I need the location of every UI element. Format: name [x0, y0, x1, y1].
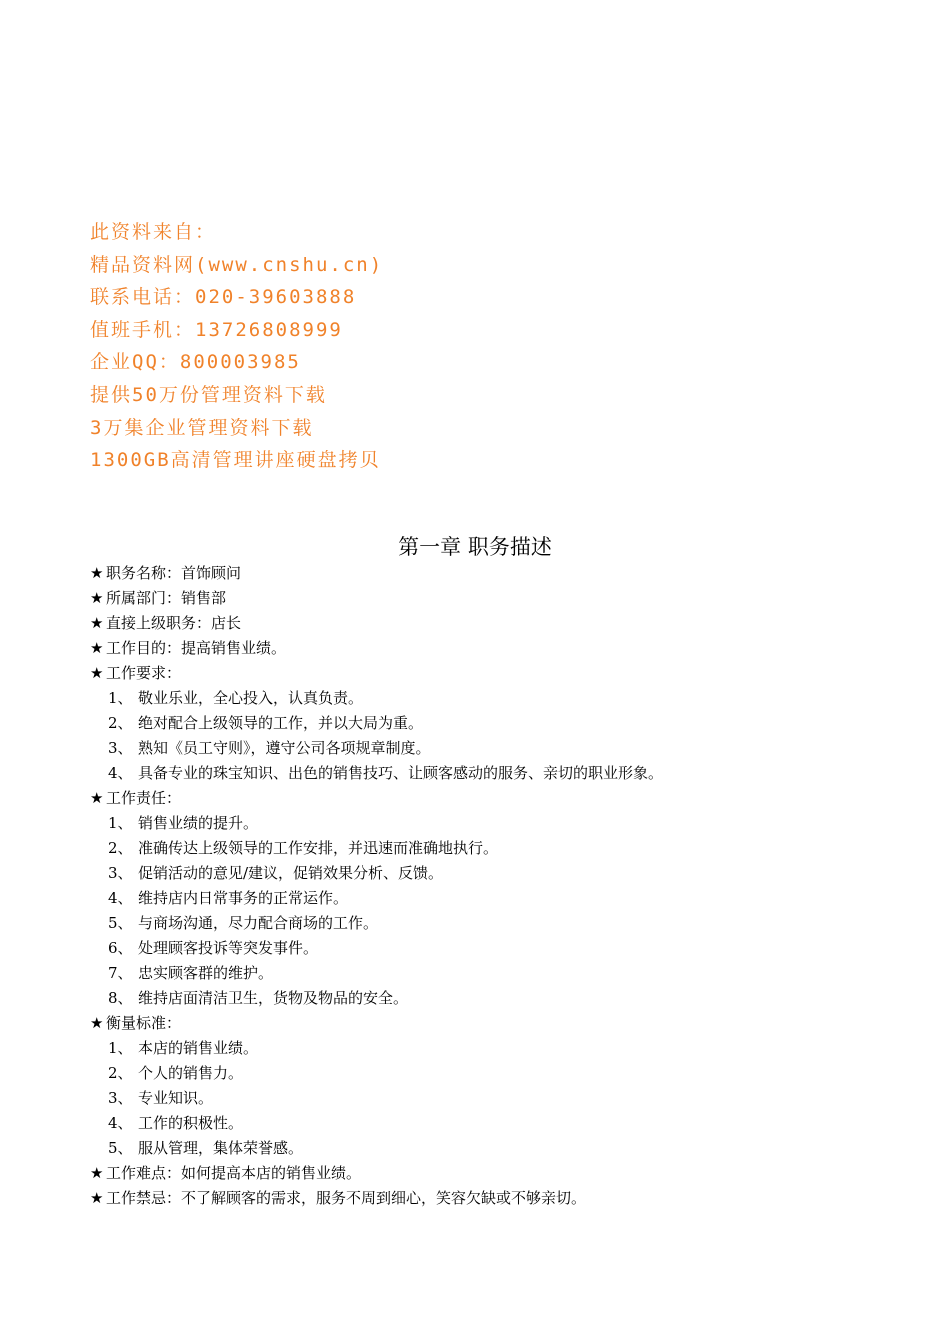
list-item — [90, 886, 663, 911]
item-number: 7、 — [108, 964, 133, 982]
item-text: 本店的销售业绩。 — [138, 1039, 259, 1057]
item-number: 5、 — [108, 914, 133, 932]
item-text: 维持店内日常事务的正常运作。 — [138, 889, 349, 907]
department-row — [90, 586, 663, 611]
job-name-row — [90, 561, 663, 586]
star-icon: ★ — [90, 789, 104, 807]
list-item — [90, 836, 663, 861]
section-heading: 衡量标准： — [106, 1014, 182, 1032]
promo-line: 企业QQ：800003985 — [90, 351, 301, 374]
item-text: 与商场沟通，尽力配合商场的工作。 — [138, 914, 379, 932]
item-text: 处理顾客投诉等突发事件。 — [138, 939, 319, 957]
item-number: 4、 — [108, 1114, 133, 1132]
item-number: 3、 — [108, 1089, 133, 1107]
item-text: 敬业乐业，全心投入，认真负责。 — [138, 689, 364, 707]
star-icon: ★ — [90, 1164, 104, 1182]
item-number: 4、 — [108, 889, 133, 907]
item-number: 2、 — [108, 839, 133, 857]
list-item — [90, 1061, 663, 1086]
star-icon: ★ — [90, 664, 104, 682]
item-text: 绝对配合上级领导的工作，并以大局为重。 — [138, 714, 424, 732]
item-number: 1、 — [108, 1039, 133, 1057]
list-item — [90, 936, 663, 961]
requirements-heading — [90, 661, 663, 686]
item-number: 2、 — [108, 1064, 133, 1082]
promo-line: 精品资料网(www.cnshu.cn) — [90, 253, 384, 276]
item-number: 1、 — [108, 689, 133, 707]
superior-row — [90, 611, 663, 636]
item-number: 3、 — [108, 739, 133, 757]
item-number: 3、 — [108, 864, 133, 882]
taboo-row — [90, 1186, 663, 1211]
list-item — [90, 1136, 663, 1161]
department: 所属部门：销售部 — [106, 589, 227, 607]
purpose-row — [90, 636, 663, 661]
difficulty: 工作难点：如何提高本店的销售业绩。 — [106, 1164, 362, 1182]
item-text: 维持店面清洁卫生，货物及物品的安全。 — [138, 989, 409, 1007]
difficulty-row — [90, 1161, 663, 1186]
item-number: 6、 — [108, 939, 133, 957]
star-icon: ★ — [90, 564, 104, 582]
section-heading: 工作责任： — [106, 789, 182, 807]
item-number: 1、 — [108, 814, 133, 832]
item-number: 8、 — [108, 989, 133, 1007]
list-item — [90, 761, 663, 786]
item-text: 个人的销售力。 — [138, 1064, 244, 1082]
list-item — [90, 986, 663, 1011]
list-item — [90, 711, 663, 736]
list-item — [90, 961, 663, 986]
promo-line: 提供50万份管理资料下载 — [90, 383, 327, 406]
item-text: 专业知识。 — [138, 1089, 214, 1107]
promo-line: 3万集企业管理资料下载 — [90, 416, 314, 439]
star-icon: ★ — [90, 589, 104, 607]
promo-line: 联系电话：020-39603888 — [90, 286, 357, 309]
item-text: 销售业绩的提升。 — [138, 814, 259, 832]
list-item — [90, 911, 663, 936]
taboo: 工作禁忌：不了解顾客的需求，服务不周到细心，笑容欠缺或不够亲切。 — [106, 1189, 587, 1207]
superior: 直接上级职务：店长 — [106, 614, 242, 632]
star-icon: ★ — [90, 1189, 104, 1207]
list-item — [90, 1036, 663, 1061]
job-description — [90, 561, 663, 1211]
job-name: 职务名称：首饰顾问 — [106, 564, 242, 582]
item-text: 促销活动的意见/建议，促销效果分析、反馈。 — [138, 864, 444, 882]
promo-line: 此资料来自： — [90, 221, 217, 243]
list-item — [90, 736, 663, 761]
duties-heading — [90, 786, 663, 811]
item-text: 具备专业的珠宝知识、出色的销售技巧、让顾客感动的服务、亲切的职业形象。 — [138, 764, 664, 782]
item-number: 2、 — [108, 714, 133, 732]
list-item — [90, 1086, 663, 1111]
item-text: 熟知《员工守则》，遵守公司各项规章制度。 — [138, 739, 431, 757]
section-heading: 工作要求： — [106, 664, 182, 682]
promo-line: 1300GB高清管理讲座硬盘拷贝 — [90, 449, 381, 472]
star-icon: ★ — [90, 1014, 104, 1032]
list-item — [90, 686, 663, 711]
item-text: 工作的积极性。 — [138, 1114, 244, 1132]
list-item — [90, 1111, 663, 1136]
item-number: 5、 — [108, 1139, 133, 1157]
chapter-title: 第一章 职务描述 — [398, 535, 552, 559]
item-text: 服从管理，集体荣誉感。 — [138, 1139, 304, 1157]
promo-line: 值班手机：13726808999 — [90, 318, 343, 341]
item-number: 4、 — [108, 764, 133, 782]
item-text: 准确传达上级领导的工作安排，并迅速而准确地执行。 — [138, 839, 499, 857]
standards-heading — [90, 1011, 663, 1036]
purpose: 工作目的：提高销售业绩。 — [106, 639, 287, 657]
list-item — [90, 811, 663, 836]
star-icon: ★ — [90, 639, 104, 657]
list-item — [90, 861, 663, 886]
promo-block — [90, 216, 383, 477]
star-icon: ★ — [90, 614, 104, 632]
item-text: 忠实顾客群的维护。 — [138, 964, 274, 982]
